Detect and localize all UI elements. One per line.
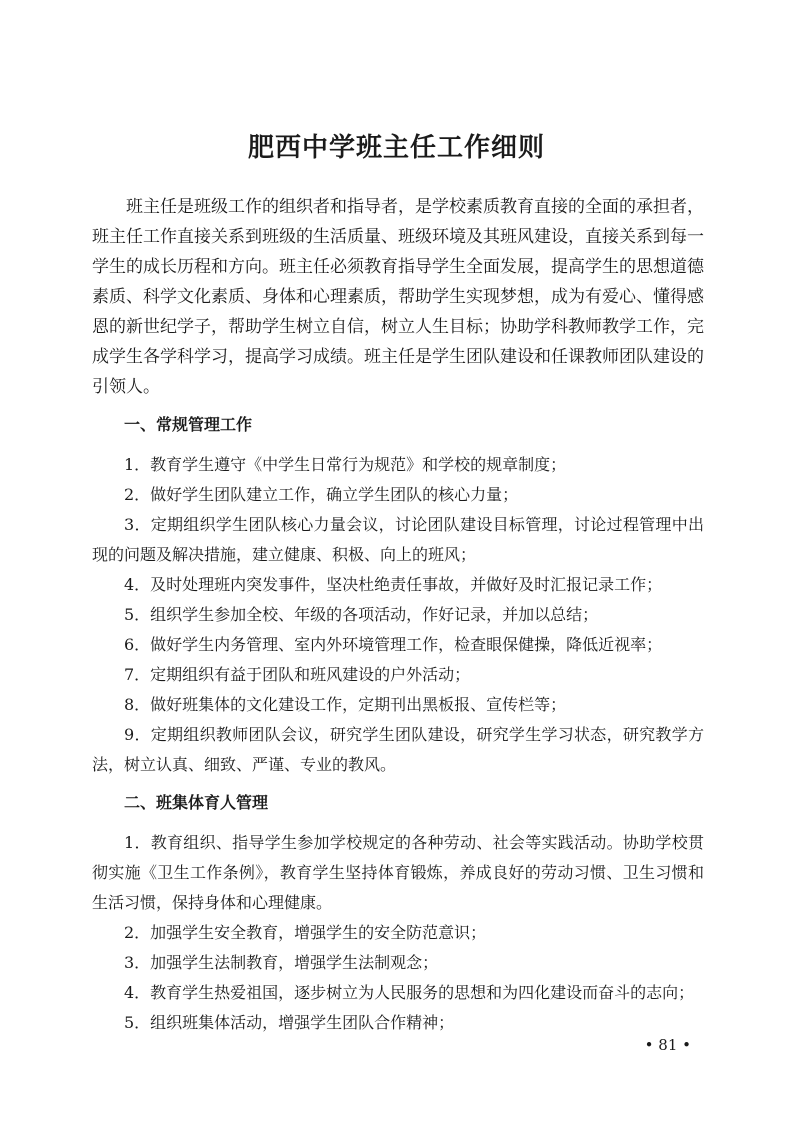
list-item: 5．组织学生参加全校、年级的各项活动，作好记录，并加以总结； — [124, 605, 599, 624]
section-heading: 二、班集体育人管理 — [124, 793, 269, 812]
page-number: • 81 • — [644, 1036, 691, 1054]
list-item: 1．教育学生遵守《中学生日常行为规范》和学校的规章制度； — [124, 455, 567, 474]
list-item: 1．教育组织、指导学生参加学校规定的各种劳动、社会等实践活动。协助学校贯彻实施《卫生工作条例》，教育学生坚持体育锻炼，养成良好的劳动习惯、卫生习惯和生活习惯，保持身体和心理健康。 — [92, 833, 704, 912]
list-item: 4．教育学生热爱祖国，逐步树立为人民服务的思想和为四化建设而奋斗的志向； — [124, 983, 695, 1002]
document-body — [92, 192, 704, 1038]
list-item: 7．定期组织有益于团队和班风建设的户外活动； — [124, 665, 471, 684]
intro-paragraph: 班主任是班级工作的组织者和指导者，是学校素质教育直接的全面的承担者，班主任工作直接关系到班级的生活质量、班级环境及其班风建设，直接关系到每一学生的成长历程和方向。班主任必须教育指导学生全面发展，提高学生的思想道德素质、科学文化素质、身体和心理素质，帮助学生实现梦想，成为有爱心、懂得感恩的新世纪学子，帮助学生树立自信，树立人生目标；协助学科教师教学工作，完成学生各学科学习，提高学习成绩。班主任是学生团队建设和任课教师团队建设的引领人。 — [92, 197, 704, 397]
list-item: 4．及时处理班内突发事件，坚决杜绝责任事故，并做好及时汇报记录工作； — [124, 575, 663, 594]
list-item: 2．加强学生安全教育，增强学生的安全防范意识； — [124, 923, 487, 942]
page-title: 肥西中学班主任工作细则 — [247, 133, 545, 163]
list-item: 2．做好学生团队建立工作，确立学生团队的核心力量； — [124, 485, 519, 504]
list-item: 3．定期组织学生团队核心力量会议，讨论团队建设目标管理，讨论过程管理中出现的问题及解决措施，建立健康、积极、向上的班风； — [92, 515, 704, 564]
list-item: 3．加强学生法制教育，增强学生法制观念； — [124, 953, 439, 972]
section-routine-management — [92, 410, 704, 780]
list-item: 9．定期组织教师团队会议，研究学生团队建设，研究学生学习状态，研究教学方法，树立认真、细致、严谨、专业的教风。 — [92, 725, 704, 774]
list-item: 6．做好学生内务管理、室内外环境管理工作，检查眼保健操，降低近视率； — [124, 635, 663, 654]
list-item: 8．做好班集体的文化建设工作，定期刊出黑板报、宣传栏等； — [124, 695, 567, 714]
section-class-education — [92, 788, 704, 1038]
list-item: 5．组织班集体活动，增强学生团队合作精神； — [124, 1013, 455, 1032]
section-heading: 一、常规管理工作 — [124, 415, 253, 434]
